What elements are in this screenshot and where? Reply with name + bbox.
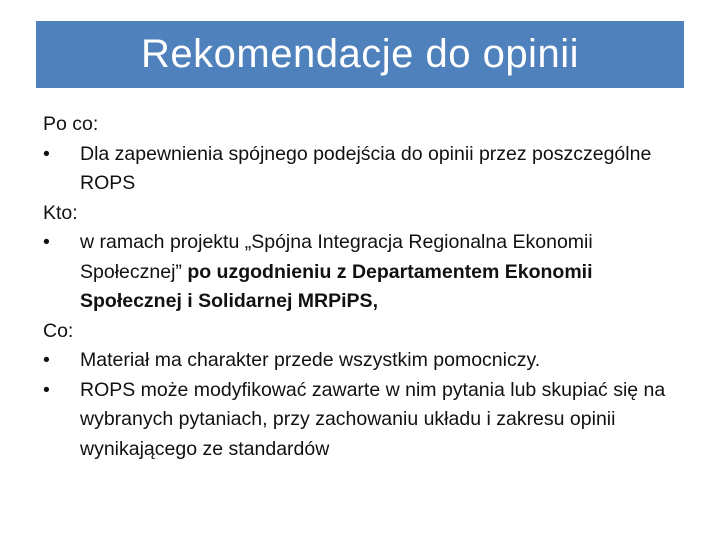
section-po-co [43,110,683,199]
bullet-text: Materiał ma charakter przede wszystkim pomocniczy. [80,349,541,371]
section-heading: Co: [43,319,74,342]
bullet-item [43,228,683,317]
bullet-icon: • [43,378,50,401]
bullet-bold-text: po uzgodnieniu z Departamentem Ekonomii Społecznej i Solidarnej MRPiPS, [80,260,593,312]
bullet-item [43,140,683,199]
title-bar [36,21,684,88]
section-heading: Po co: [43,113,99,135]
section-co [43,317,683,465]
bullet-icon: • [43,349,50,371]
section-heading: Kto: [43,201,78,224]
section-kto [43,199,683,317]
bullet-text: ROPS może modyfikować zawarte w nim pytania lub skupiać się na wybranych pytaniach, przy zachowaniu układu i zakresu opinii wynikającego ze standardów [80,378,666,460]
slide-content [43,110,683,464]
bullet-icon: • [43,142,50,165]
bullet-item [43,346,683,376]
bullet-item [43,376,683,465]
bullet-text: w ramach projektu „Spójna Integracja Regionalna Ekonomii Społecznej” [80,231,593,283]
bullet-text: Dla zapewnienia spójnego podejścia do opinii przez poszczególne ROPS [80,142,652,194]
slide-title: Rekomendacje do opinii [141,32,579,76]
bullet-icon: • [43,231,50,253]
